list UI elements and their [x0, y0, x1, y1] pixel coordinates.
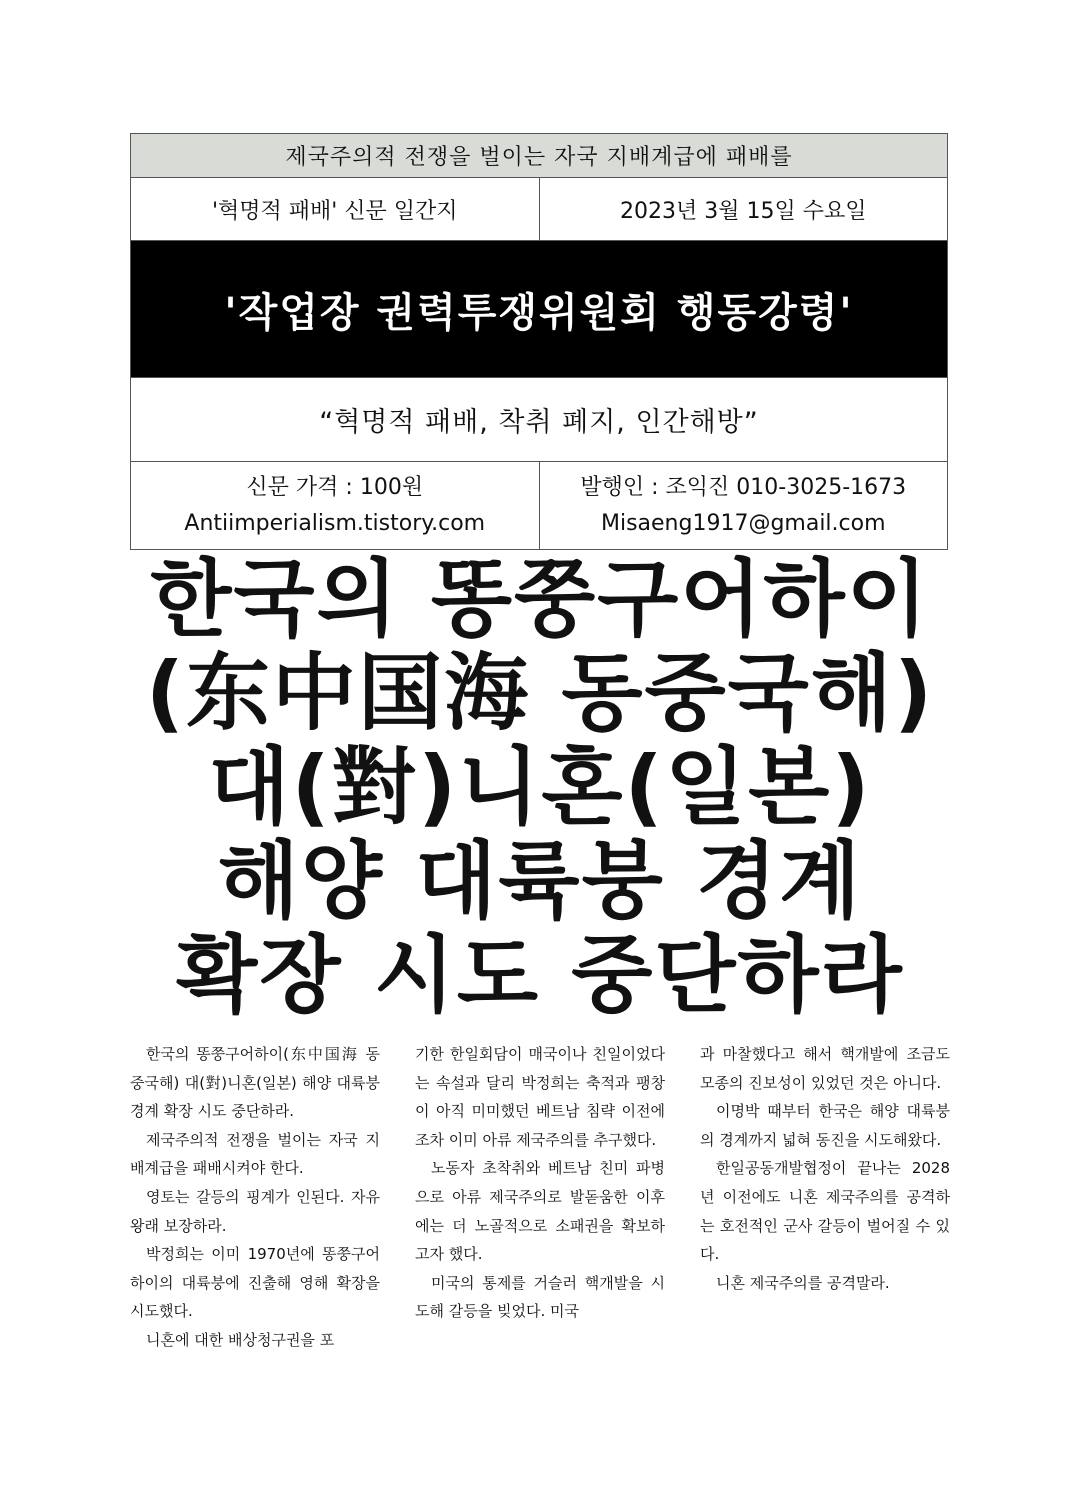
banner-title: '작업장 권력투쟁위원회 행동강령' — [131, 241, 947, 378]
headline-line: (东中国海 동중국해) — [145, 644, 935, 742]
price-website-cell — [131, 462, 539, 549]
headline-line: 한국의 똥쭝구어하이 — [150, 550, 930, 648]
masthead-info-row — [131, 462, 947, 549]
headline-line: 해양 대륙붕 경계 — [217, 832, 863, 930]
article-column-2 — [415, 1040, 665, 1326]
article-body — [130, 1040, 950, 1370]
article-paragraph: 영토는 갈등의 핑계가 인된다. 자유왕래 보장하라. — [130, 1187, 380, 1235]
article-column-1 — [130, 1040, 380, 1355]
masthead-name-date-row — [131, 178, 947, 241]
article-paragraph: 박정희는 이미 1970년에 똥쭝구어하이의 대륙붕에 진출해 영해 확장을 시도했다. — [130, 1245, 380, 1321]
article-paragraph: 과 마찰했다고 해서 핵개발에 조금도 모종의 진보성이 있었던 것은 아니다. — [700, 1045, 950, 1092]
publisher: 발행인 : 조익진 010-3025-1673 — [580, 474, 907, 500]
article-column-3 — [700, 1040, 950, 1297]
article-paragraph: 노동자 초착취와 베트남 친미 파병으로 아류 제국주의로 발돋움한 이후에는 더 노골적으로 소패권을 확보하고자 했다. — [415, 1159, 665, 1264]
article-paragraph: 한일공동개발협정이 끝나는 2028년 이전에도 니혼 제국주의를 공격하는 호전적인 군사 갈등이 벌어질 수 있다. — [700, 1159, 950, 1264]
website-link[interactable]: Antiimperialism.tistory.com — [184, 510, 486, 536]
article-paragraph: 제국주의적 전쟁을 벌이는 자국 지배계급을 패배시켜야 한다. — [130, 1130, 380, 1178]
article-paragraph: 니혼 제국주의를 공격말라. — [716, 1273, 890, 1292]
paper-name: '혁명적 패배' 신문 일간지 — [211, 198, 458, 224]
publisher-email-cell — [539, 462, 948, 549]
masthead — [130, 133, 948, 550]
slogan: “혁명적 패배, 착취 폐지, 인간해방” — [131, 378, 947, 462]
article-paragraph: 니혼에 대한 배상청구권을 포 — [146, 1330, 335, 1349]
article-paragraph: 미국의 통제를 거슬러 핵개발을 시도해 갈등을 빚었다. 미국 — [415, 1273, 665, 1321]
headline-line: 대(對)니혼(일본) — [208, 738, 872, 836]
article-paragraph: 이명박 때부터 한국은 해양 대륙붕의 경계까지 넓혀 동진을 시도해왔다. — [700, 1102, 950, 1149]
email-link[interactable]: Misaeng1917@gmail.com — [600, 510, 886, 536]
headline-line: 확장 시도 중단하라 — [176, 926, 904, 1024]
headline — [100, 552, 980, 1022]
article-paragraph: 기한 한일회담이 매국이나 친일이었다는 속설과 달리 박정희는 축적과 팽창이 아직 미미했던 베트남 침략 이전에조차 이미 아류 제국주의를 추구했다. — [415, 1045, 665, 1149]
masthead-top-line: 제국주의적 전쟁을 벌이는 자국 지배계급에 패배를 — [131, 134, 947, 178]
price: 신문 가격 : 100원 — [246, 474, 424, 500]
issue-date: 2023년 3월 15일 수요일 — [539, 178, 948, 240]
article-paragraph: 한국의 똥쭝구어하이(东中国海 동중국해) 대(對)니혼(일본) 해양 대륙붕 경계 확장 시도 중단하라. — [130, 1045, 380, 1121]
